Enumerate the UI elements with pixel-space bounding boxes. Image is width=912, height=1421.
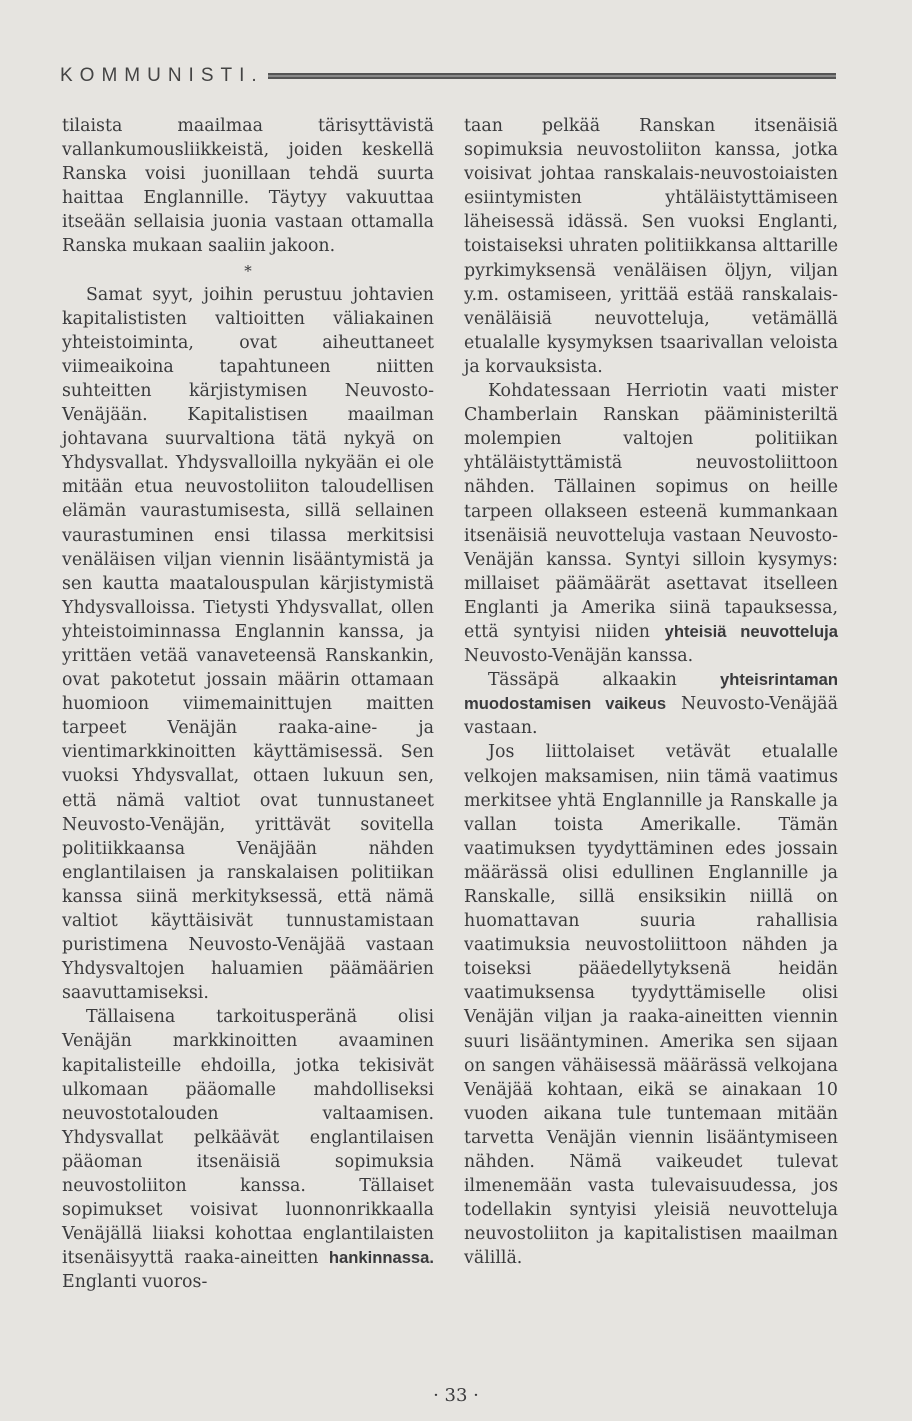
right-paragraph-4: Jos liittolaiset vetävät etualalle velkojen maksamisen, niin tämä vaatimus merkitsee yhtä Englannille ja Ranskalle ja vallan toista Amerikalle. Tämän vaatimuksen tyydyttäminen edes jossain määrässä olisi edullinen Englannille ja Ranskalle, sillä ensiksikin niillä on huomattavan suuria rahallisia vaatimuksia neuvostoliittoon nähden ja toiseksi pääedellytyksenä heidän vaatimuksensa tyydyttämiselle olisi Venäjän viljan ja raaka-aineitten viennin suuri lisääntyminen. Amerika sen sijaan on sangen vähäisessä määrässä velkojana Venäjää kohtaan, eikä se ainakaan 10 vuoden aikana tule tuntemaan mitään tarvetta Venäjän viennin lisääntymiseen nähden. Nämä vaikeudet tulevat ilmenemään vasta tulevaisuudessa, jos todellakin syntyisi yleisiä neuvotteluja neuvostoliiton ja kapitalistisen maailman välillä. [464, 742, 838, 1269]
right-paragraph-3 [464, 668, 838, 740]
page-number: · 33 · [433, 1385, 479, 1406]
right-p3-text: Tässäpä alkaakin [488, 670, 677, 691]
right-paragraph-2 [464, 379, 838, 668]
left-column [62, 114, 434, 1295]
right-p2-tail: Neuvosto-Venäjän kanssa. [464, 646, 694, 667]
journal-title: KOMMUNISTI. [60, 65, 264, 86]
right-p2-text: Kohdatessaan Herriotin vaati mister Chamberlain Ranskan pääministeriltä molempien valtojen politiikan yhtäläistyttämistä neuvostoliittoon nähden. Tällainen sopimus on heille tarpeen ollakseen esteenä kummankaan itsenäisiä neuvotteluja vastaan Neuvosto-Venäjän kanssa. Syntyi silloin kysymys: millaiset päämäärät asettavat itselleen Englanti ja Amerika siinä tapauksessa, että syntyisi niiden [464, 381, 838, 642]
right-p3-tail: Neuvosto-Venäjää vastaan. [464, 694, 838, 739]
running-header [60, 58, 836, 94]
left-paragraph-3 [62, 1005, 434, 1294]
right-paragraph-1: taan pelkää Ranskan itsenäisiä sopimuksia neuvostoliiton kanssa, jotka voisivat johtaa ranskalais-neuvostoiaisten esiintymisten yhtäläistyttämiseen läheisessä idässä. Sen vuoksi Englanti, toistaiseksi uhraten politiikkansa alttarille pyrkimyksensä venäläisen öljyn, viljan y.m. ostamiseen, yrittää estää ranskalais-venäläisiä neuvotteluja, vetämällä etualalle kysymyksen tsaarivallan veloista ja korvauksista. [464, 116, 838, 377]
right-p2-emphasis: yhteisiä neuvotteluja [664, 621, 838, 641]
left-p3-text: Tällaisena tarkoitusperänä olisi Venäjän markkinoitten avaaminen kapitalisteille ehdoilla, jotka tekisivät ulkomaan pääomalle mahdolliseksi neuvostotalouden valtaamisen. Yhdysvallat pelkäävät englantilaisen pääoman itsenäisiä sopimuksia neuvostoliiton kanssa. Tällaiset sopimukset voisivat luonnonrikkaalla Venäjällä liiaksi kohottaa englantilaisten itsenäisyyttä raaka-aineitten [62, 1007, 434, 1269]
section-separator: * [244, 261, 252, 280]
left-paragraph-2: Samat syyt, joihin perustuu johtavien kapitalististen valtioitten väliakainen yhteistoiminta, ovat aiheuttaneet viimeaikoina tapahtuneen niitten suhteitten kärjistymisen Neuvosto-Venäjään. Kapitalistisen maailman johtavana suurvaltiona tätä nykyä on Yhdysvallat. Yhdysvalloilla nykyään ei ole mitään etua neuvostoliiton taloudellisen elämän vaurastumisesta, sillä sellainen vaurastuminen ensi tilassa merkitsisi venäläisen viljan viennin lisääntymistä ja sen kautta maatalouspulan kärjistymistä Yhdysvalloissa. Tietysti Yhdysvallat, ollen yhteistoiminnassa Englannin kanssa, ja yrittäen vetää vanaveteensä Ranskankin, ovat pakotetut jossain määrin ottamaan huomioon viimemainittujen maitten tarpeet Venäjän raaka-aine- ja vientimarkkinoitten käyttämisessä. Sen vuoksi Yhdysvallat, ottaen lukuun sen, että nämä valtiot ovat tunnustaneet Neuvosto-Venäjän, yrittävät sovitella politiikkaansa Venäjään nähden englantilaisen ja ranskalaisen politiikan kanssa siinä merkityksessä, että nämä valtiot käyttäisivät tunnustamistaan puristimena Neuvosto-Venäjää vastaan Yhdysvaltojen haluamien päämäärien saavuttamiseksi. [62, 284, 434, 1004]
left-p3-tail: Englanti vuoros- [62, 1272, 208, 1293]
right-p3-emphasis: yhteisrintaman muodostamisen vaikeus [464, 670, 839, 714]
right-column [464, 114, 838, 1271]
left-p3-emphasis: hankinnassa. [328, 1248, 434, 1268]
left-paragraph-1: tilaista maailmaa tärisyttävistä vallankumousliikkeistä, joiden keskellä Ranska voisi juonillaan tehdä suurta haittaa Englannille. Täytyy vakuuttaa itseään sellaisia juonia vastaan ottamalla Ranska mukaan saaliin jakoon. [62, 116, 434, 257]
header-rule [268, 73, 836, 79]
